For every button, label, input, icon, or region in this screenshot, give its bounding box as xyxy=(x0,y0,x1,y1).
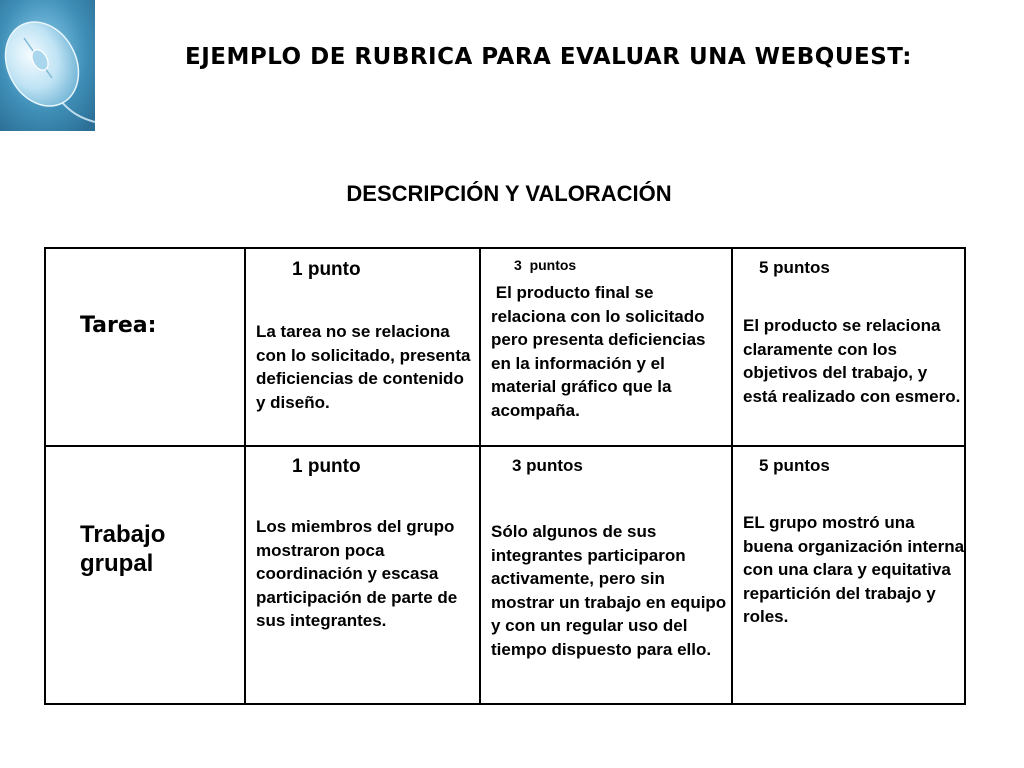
column-divider xyxy=(244,249,246,703)
row-label-trabajo-grupal: Trabajo grupal xyxy=(80,521,166,577)
criterion-text: Los miembros del grupo mostraron poca coordinación y escasa participación de parte de sus integrantes. xyxy=(256,517,458,630)
criterion-text: El producto se relaciona claramente con los objetivos del trabajo, y está realizado con esmero. xyxy=(743,316,961,406)
points-label: 3 puntos xyxy=(512,456,583,475)
rubric-table xyxy=(44,247,966,705)
row-divider xyxy=(46,445,964,447)
page-title: EJEMPLO DE RUBRICA PARA EVALUAR UNA WEBQUEST: xyxy=(185,44,912,70)
row-label-tarea: Tarea: xyxy=(80,313,157,338)
criterion-text: Sólo algunos de sus integrantes participaron activamente, pero sin mostrar un trabajo en equipo y con un regular uso del tiempo dispuesto para ello. xyxy=(491,522,727,659)
criterion-text: El producto final se relaciona con lo solicitado pero presenta deficiencias en la información y el material gráfico que la acompaña. xyxy=(491,283,711,420)
column-divider xyxy=(479,249,481,703)
criterion-text: La tarea no se relaciona con lo solicitado, presenta deficiencias de contenido y diseño. xyxy=(256,322,471,412)
points-label: 5 puntos xyxy=(759,456,830,475)
criterion-text: EL grupo mostró una buena organización interna con una clara y equitativa repartición del trabajo y roles. xyxy=(743,513,965,626)
mouse-logo-icon xyxy=(0,0,95,131)
points-label: 5 puntos xyxy=(759,258,830,277)
section-subtitle: DESCRIPCIÓN Y VALORACIÓN xyxy=(346,181,672,206)
column-divider xyxy=(731,249,733,703)
points-label: 1 punto xyxy=(292,259,361,280)
points-label: 1 punto xyxy=(292,456,361,477)
points-label: 3 puntos xyxy=(514,257,577,273)
